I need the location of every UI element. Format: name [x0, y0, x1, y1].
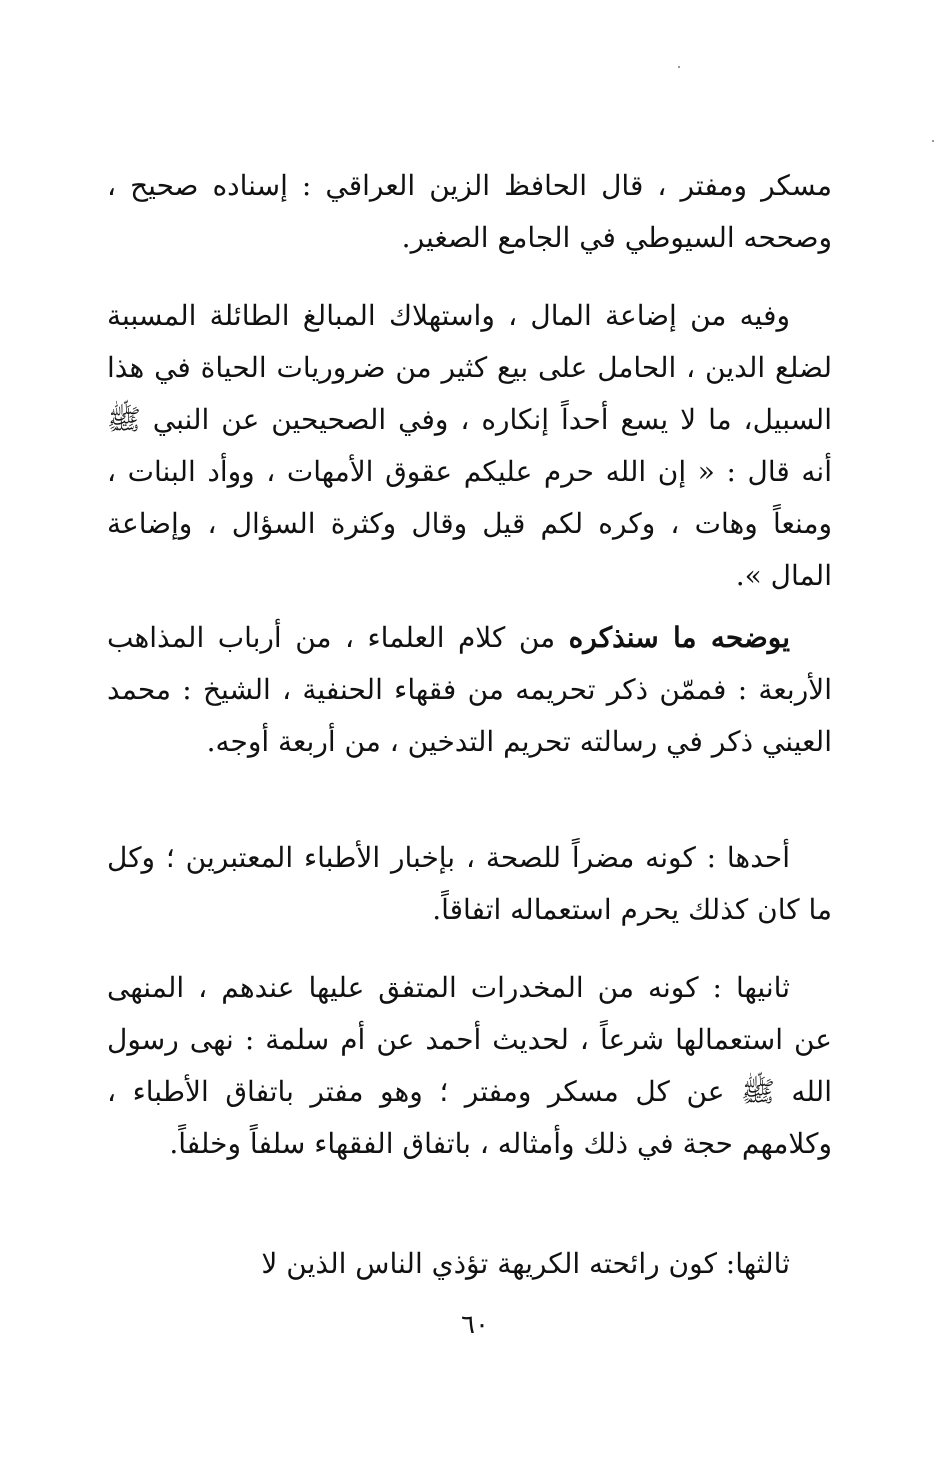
paragraph-2: وفيه من إضاعة المال ، واستهلاك المبالغ الطائلة المسببة لضلع الدين ، الحامل على بيع كثير من ضروريات الحياة في هذا السبيل، ما لا يسع أحداً إنكاره ، وفي الصحيحين عن النبي ﷺ أنه قال : « إن الله حرم عليكم عقوق الأمهات ، ووأد البنات ، ومنعاً وهات ، وكره لكم قيل وقال وكثرة السؤال ، وإضاعة المال ». — [107, 299, 832, 592]
p1-block — [107, 160, 832, 264]
paragraph-4: أحدها : كونه مضراً للصحة ، بإخبار الأطباء المعتبرين ؛ وكل ما كان كذلك يحرم استعماله اتفاقاً. — [107, 841, 832, 926]
paragraph-3-rest: من كلام العلماء ، من أرباب المذاهب الأربعة : فممّن ذكر تحريمه من فقهاء الحنفية ، الشيخ : محمد العيني ذكر في رسالته تحريم التدخين ، من أربعة أوجه. — [107, 621, 832, 758]
paragraph-5: ثانيها : كونه من المخدرات المتفق عليها عندهم ، المنهى عن استعمالها شرعاً ، لحديث أحمد عن أم سلمة : نهى رسول الله ﷺ عن كل مسكر ومفتر ؛ وهو مفتر باتفاق الأطباء ، وكلامهم حجة في ذلك وأمثاله ، باتفاق الفقهاء سلفاً وخلفاً. — [107, 971, 832, 1160]
paragraph-6: ثالثها: كون رائحته الكريهة تؤذي الناس الذين لا — [261, 1247, 790, 1280]
paragraph-3-bold-lead: يوضحه ما سنذكره — [568, 621, 790, 654]
p6-block — [107, 1238, 832, 1290]
scan-speck — [932, 140, 934, 142]
scan-speck — [678, 66, 680, 68]
page-number: ٦٠ — [461, 1310, 489, 1340]
p5-block — [107, 962, 832, 1170]
paragraph-3 — [107, 612, 832, 768]
p2-block — [107, 290, 832, 602]
p3-block — [107, 612, 832, 768]
p4-block — [107, 832, 832, 936]
paragraph-1: مسكر ومفتر ، قال الحافظ الزين العراقي : إسناده صحيح ، وصححه السيوطي في الجامع الصغير. — [107, 169, 832, 254]
